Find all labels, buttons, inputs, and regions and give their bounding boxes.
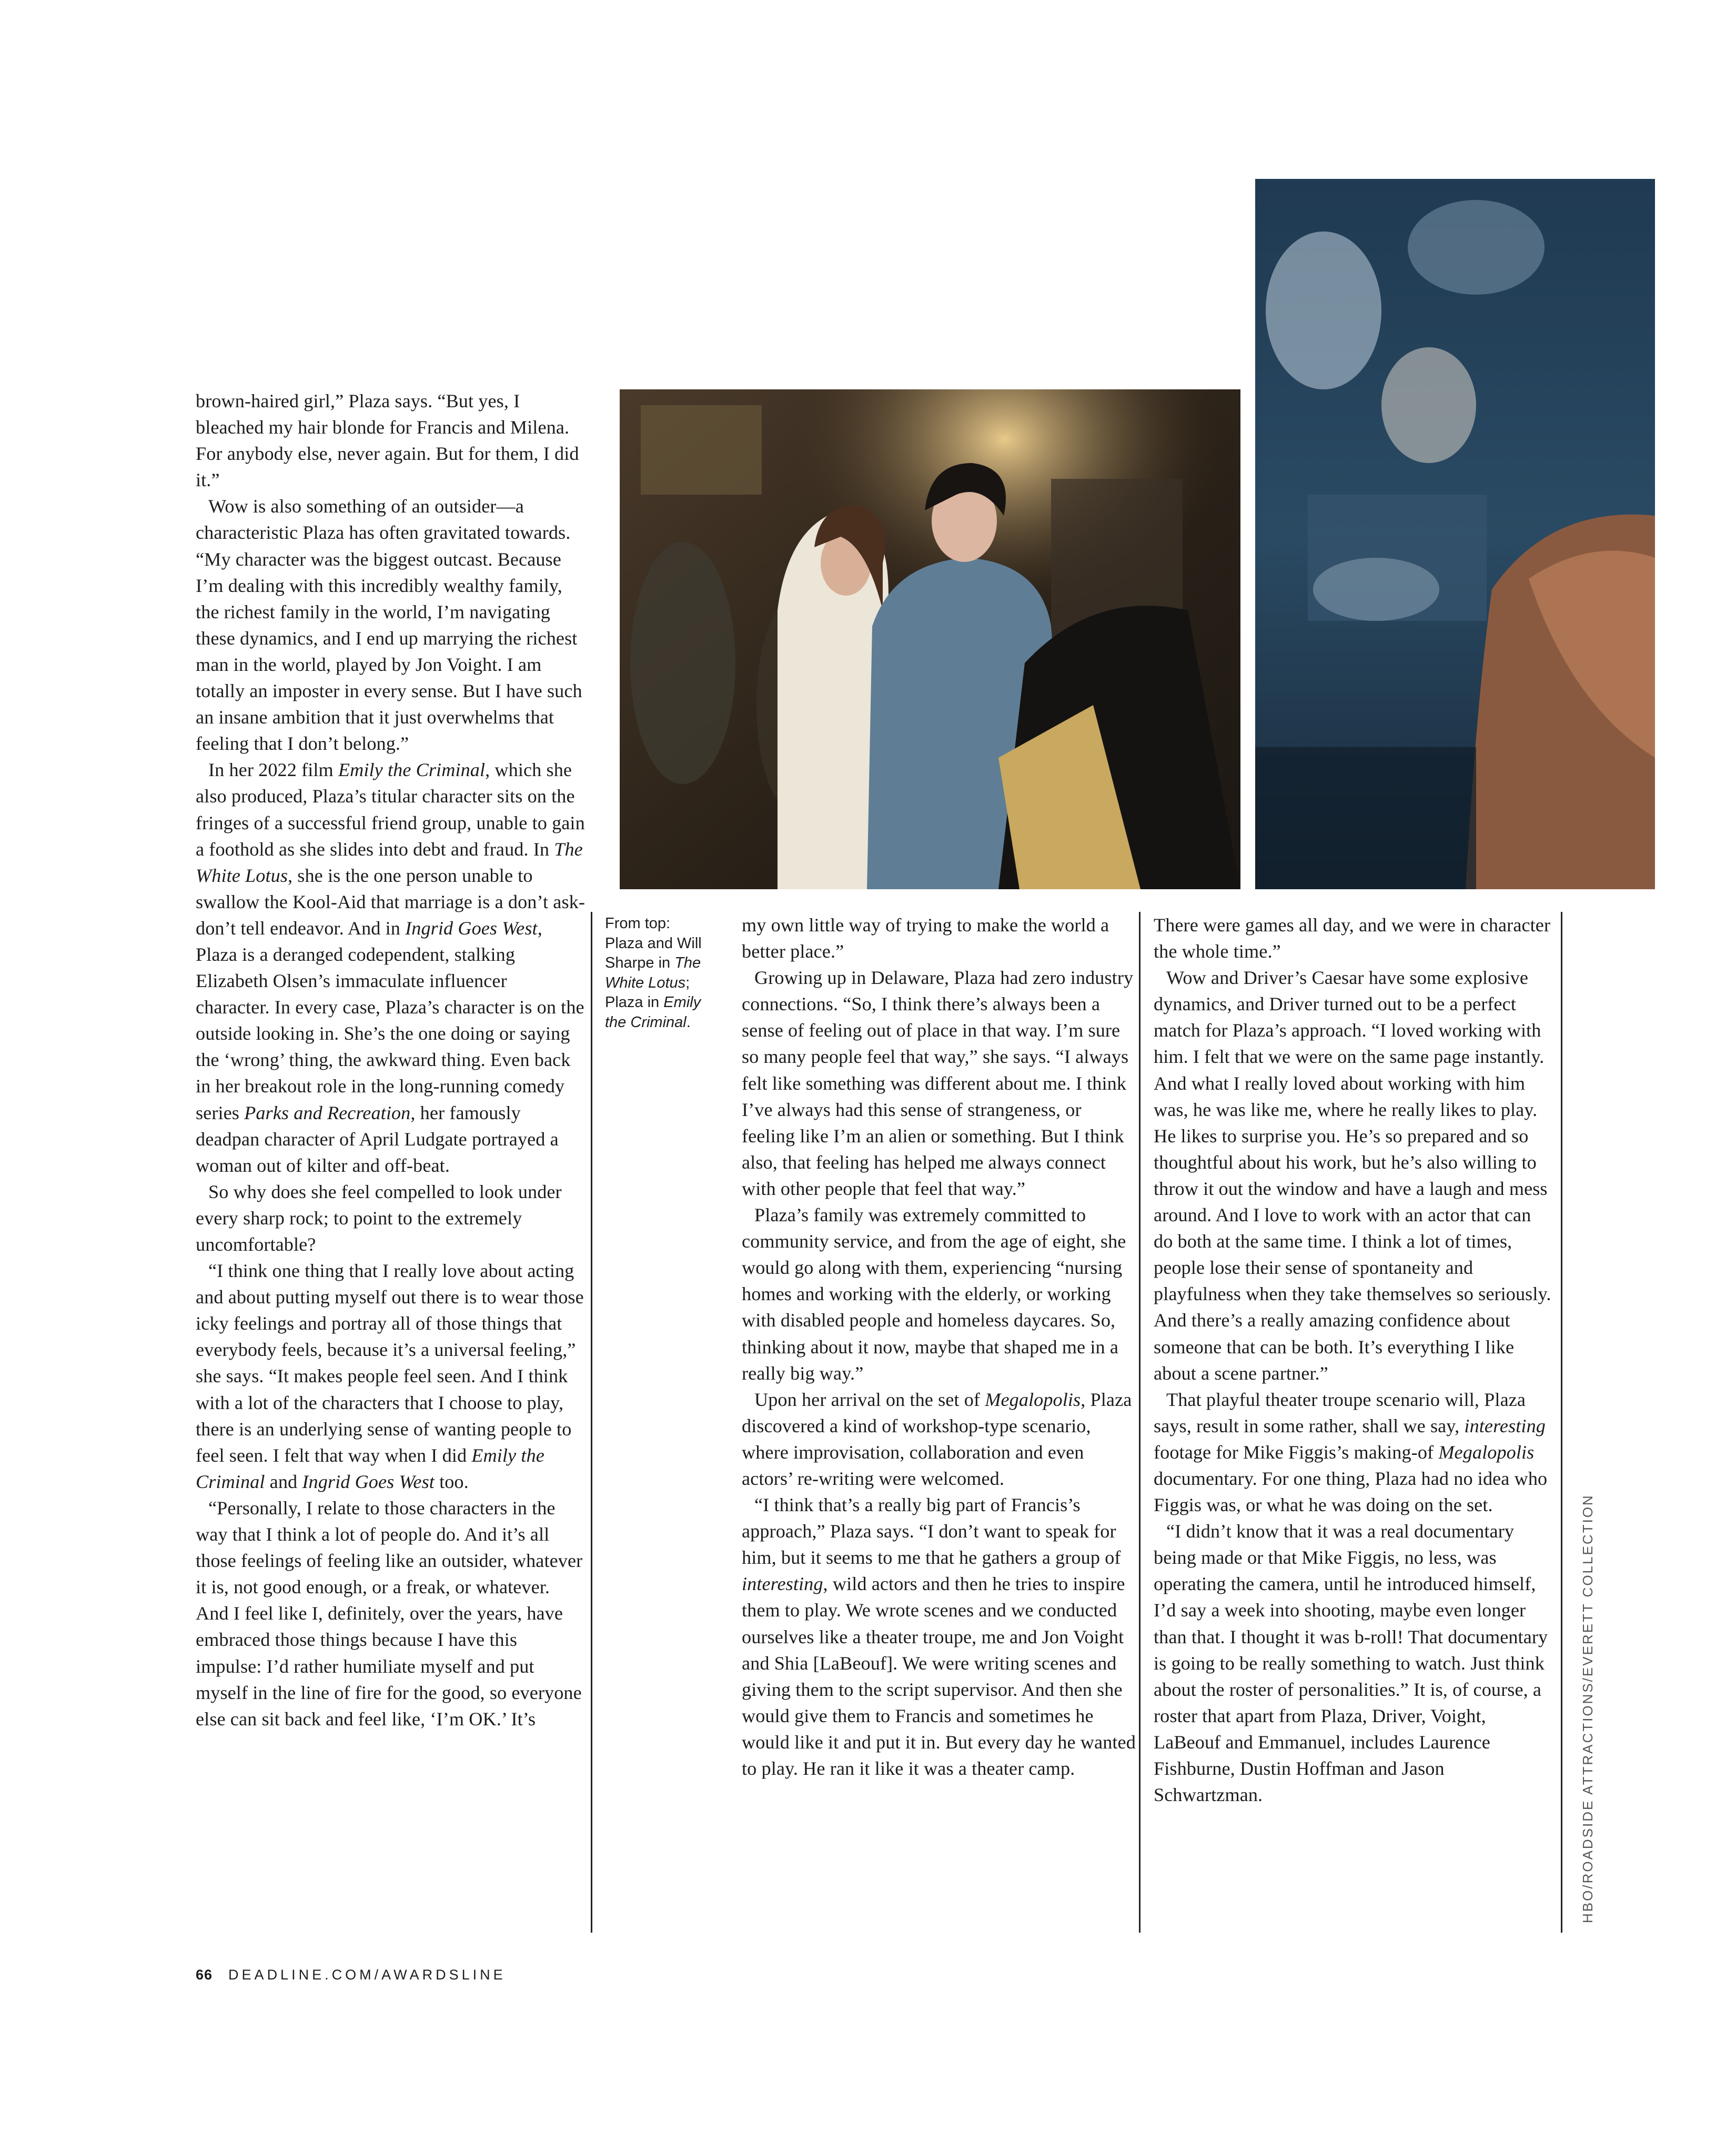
column-rule-3 bbox=[1561, 912, 1562, 1933]
column-rule-1 bbox=[591, 912, 592, 1933]
paragraph: “I think one thing that I really love about acting and about putting myself out there is to wear those icky feelings and portray all of those things that everybody feels, because it’s a universal feeling,” she says. “It makes people feel seen. And I think with a lot of the characters that I choose to play, there is an underlying sense of wanting people to feel seen. I felt that way when I did Emily the Criminal and Ingrid Goes West too. bbox=[196, 1260, 584, 1492]
paragraph: “I think that’s a really big part of Francis’s approach,” Plaza says. “I don’t want to speak for him, but it seems to me that he gathers a group of interesting, wild actors and then he tries to inspire them to play. We wrote scenes and we conducted ourselves like a theater troupe, me and Jon Voight and Shia [LaBeouf]. We were writing scenes and giving them to the script supervisor. And then she would give them to Francis and sometimes he would like it and put it in. But every day he wanted to play. He ran it like it was a theater camp. bbox=[742, 1494, 1136, 1779]
paragraph: There were games all day, and we were in character the whole time.” bbox=[1154, 914, 1551, 962]
paragraph: “I didn’t know that it was a real documentary being made or that Mike Figgis, no less, was operating the camera, until he introduced himself, I’d say a week into shooting, maybe even longer than that. I thought it was b-roll! That documentary is going to be really something to watch. Just think about the roster of personalities.” It is, of course, a roster that apart from Plaza, Driver, Voight, LaBeouf and Emmanuel, includes Laurence Fishburne, Dustin Hoffman and Jason Schwartzman. bbox=[1154, 1521, 1548, 1806]
page-footer bbox=[196, 1967, 506, 1983]
article-column-3 bbox=[1154, 912, 1553, 1808]
footer-site-link[interactable]: DEADLINE.COM/AWARDSLINE bbox=[228, 1967, 506, 1983]
paragraph: Plaza’s family was extremely committed to community service, and from the age of eight, she would go along with them, experiencing “nursing homes and working with the elderly, or working with disabled people and homeless daycares. So, thinking about it now, maybe that shaped me in a really big way.” bbox=[742, 1204, 1126, 1384]
paragraph: Growing up in Delaware, Plaza had zero industry connections. “So, I think there’s always been a sense of feeling out of place in that way. I’m sure so many people feel that way,” she says. “I always felt like something was different about me. I think I’ve always had this sense of strangeness, or feeling like I’m an alien or something. But I think also, that feeling has helped me always connect with other people that feel that way.” bbox=[742, 967, 1134, 1199]
paragraph: “Personally, I relate to those characters in the way that I think a lot of people do. And it’s all those feelings of feeling like an outsider, whatever it is, not good enough, or a freak, or whatever. And I feel like I, definitely, over the years, have embraced those things because I have this impulse: I’d rather humiliate myself and put myself in the line of fire for the good, so everyone else can sit back and feel like, ‘I’m OK.’ It’s bbox=[196, 1497, 583, 1730]
photo-caption: From top: Plaza and Will Sharpe in The White Lotus; Plaza in Emily the Criminal. bbox=[605, 915, 702, 1031]
white-lotus-photo bbox=[620, 389, 1240, 889]
article-column-2 bbox=[742, 912, 1136, 1782]
column-rule-2 bbox=[1139, 912, 1140, 1933]
article-column-1 bbox=[196, 388, 585, 1732]
paragraph: brown-haired girl,” Plaza says. “But yes, I bleached my hair blonde for Francis and Milena. For anybody else, never again. But for them, I did it.” bbox=[196, 390, 579, 491]
page-number: 66 bbox=[196, 1967, 213, 1983]
paragraph: my own little way of trying to make the world a better place.” bbox=[742, 914, 1109, 962]
paragraph: That playful theater troupe scenario will, Plaza says, result in some rather, shall we say, interesting footage for Mike Figgis’s making-of Megalopolis documentary. For one thing, Plaza had no idea who Figgis was, or what he was doing on the set. bbox=[1154, 1389, 1548, 1516]
paragraph: So why does she feel compelled to look under every sharp rock; to point to the extremely uncomfortable? bbox=[196, 1181, 562, 1255]
emily-criminal-still bbox=[1255, 179, 1655, 889]
paragraph: In her 2022 film Emily the Criminal, which she also produced, Plaza’s titular character sits on the fringes of a successful friend group, unable to gain a foothold as she slides into debt and fraud. In The White Lotus, she is the one person unable to swallow the Kool-Aid that marriage is a don’t ask-don’t tell endeavor. And in Ingrid Goes West, Plaza is a deranged codependent, stalking Elizabeth Olsen’s immaculate influencer character. In every case, Plaza’s character is on the outside looking in. She’s the one doing or saying the ‘wrong’ thing, the awkward thing. Even back in her breakout role in the long-running comedy series Parks and Recreation, her famously deadpan character of April Ludgate portrayed a woman out of kilter and off-beat. bbox=[196, 759, 585, 1176]
paragraph: Wow is also something of an outsider—a characteristic Plaza has often gravitated towards. “My character was the biggest outcast. Because I’m dealing with this incredibly wealthy family, the richest family in the world, I’m navigating these dynamics, and I end up marrying the richest man in the world, played by Jon Voight. I am totally an imposter in every sense. But I have such an insane ambition that it just overwhelms that feeling that I don’t belong.” bbox=[196, 496, 582, 755]
paragraph: Upon her arrival on the set of Megalopolis, Plaza discovered a kind of workshop-type scenario, where improvisation, collaboration and even actors’ re-writing were welcomed. bbox=[742, 1389, 1132, 1489]
emily-criminal-photo bbox=[1255, 179, 1655, 889]
paragraph: Wow and Driver’s Caesar have some explosive dynamics, and Driver turned out to be a perfect match for Plaza’s approach. “I loved working with him. I felt that we were on the same page instantly. And what I really loved about working with him was, he was like me, where he really likes to play. He likes to surprise you. He’s so prepared and so thoughtful about his work, but he’s also willing to throw it out the window and have a laugh and mess around. And I love to work with an actor that can do both at the same time. I think a lot of times, people lose their sense of spontaneity and playfulness when they take themselves so seriously. And there’s a really amazing confidence about someone that can be both. It’s everything I like about a scene partner.” bbox=[1154, 967, 1551, 1384]
photo-credit: HBO/ROADSIDE ATTRACTIONS/EVERETT COLLECTION bbox=[1580, 1494, 1596, 1923]
white-lotus-still bbox=[620, 389, 1240, 889]
